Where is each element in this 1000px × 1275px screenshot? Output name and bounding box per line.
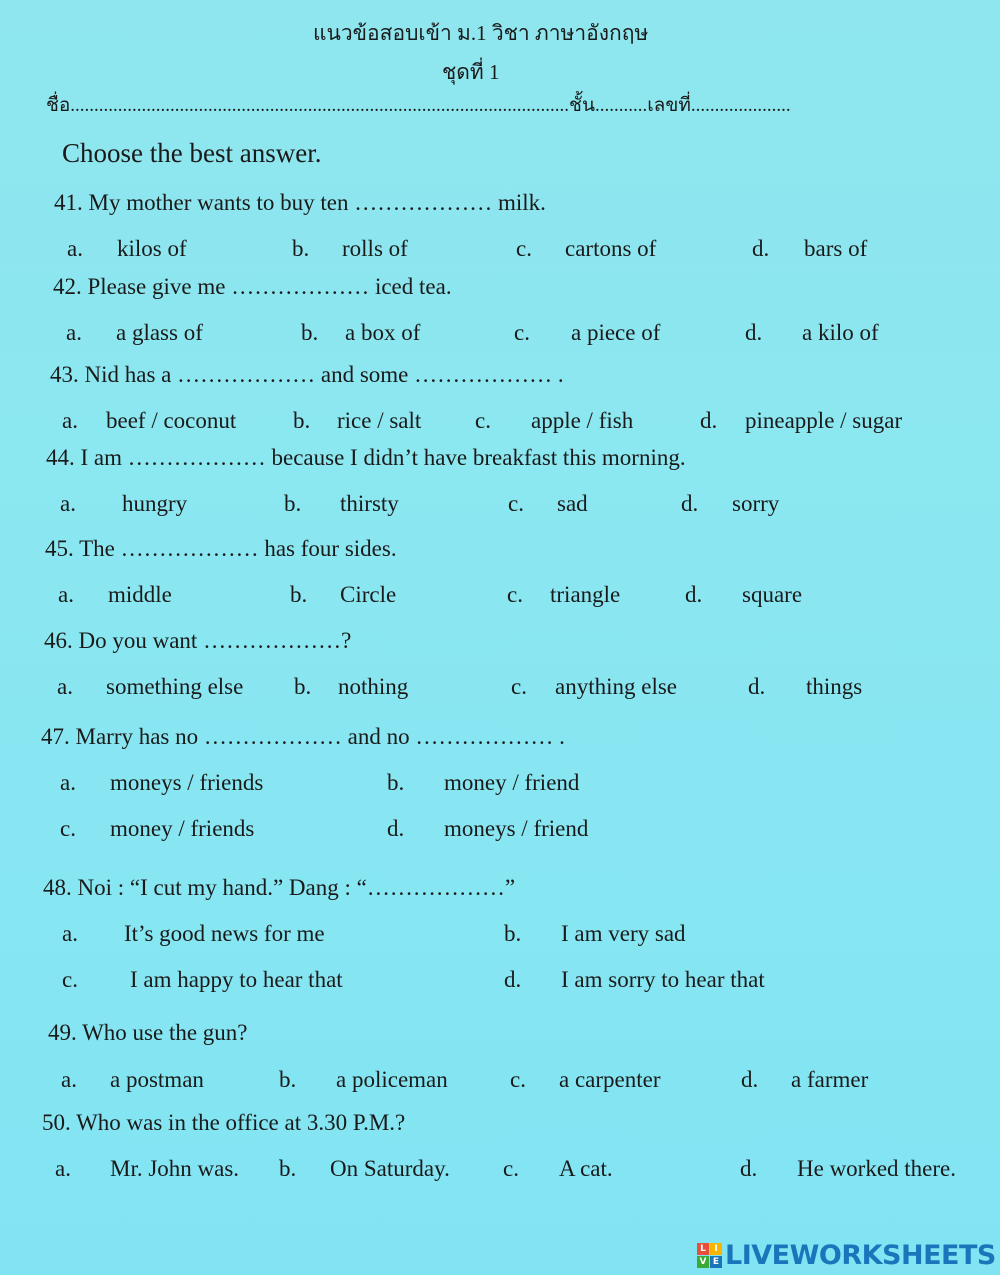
option-50d[interactable]: He worked there.	[797, 1156, 957, 1181]
option-letter: b.	[279, 1156, 297, 1181]
question-50: 50. Who was in the office at 3.30 P.M.?	[42, 1110, 406, 1135]
option-46a[interactable]: something else	[106, 674, 244, 699]
option-44a[interactable]: hungry	[122, 491, 188, 516]
question-45: 45. The ……………… has four sides.	[45, 536, 397, 561]
liveworksheets-logo[interactable]	[697, 1240, 996, 1271]
student-info-fields[interactable]: ชื่อ.........................................................................................................ชั้น...........เลขที่.....................	[46, 95, 791, 116]
liveworksheets-logo-icon	[697, 1243, 722, 1268]
option-45b[interactable]: Circle	[340, 582, 397, 607]
option-41b[interactable]: rolls of	[342, 236, 408, 261]
set-number: ชุดที่ 1	[442, 60, 500, 84]
option-46b[interactable]: nothing	[338, 674, 409, 699]
logo-square-i: I	[710, 1243, 722, 1255]
option-letter: d.	[748, 674, 766, 699]
option-42b[interactable]: a box of	[345, 320, 421, 345]
option-47c[interactable]: money / friends	[110, 816, 255, 841]
option-letter: d.	[741, 1067, 759, 1092]
option-letter: a.	[60, 491, 76, 516]
option-letter: a.	[61, 1067, 77, 1092]
option-42d[interactable]: a kilo of	[802, 320, 879, 345]
question-43: 43. Nid has a ……………… and some ……………… .	[50, 362, 564, 387]
option-letter: a.	[67, 236, 83, 261]
option-48d[interactable]: I am sorry to hear that	[561, 967, 765, 992]
option-letter: a.	[62, 408, 78, 433]
option-48a[interactable]: It’s good news for me	[124, 921, 325, 946]
option-50c[interactable]: A cat.	[559, 1156, 613, 1181]
question-44: 44. I am ……………… because I didn’t have breakfast this morning.	[46, 445, 686, 470]
option-49d[interactable]: a farmer	[791, 1067, 869, 1092]
instruction: Choose the best answer.	[62, 138, 322, 168]
liveworksheets-wordmark: LIVEWORKSHEETS	[725, 1240, 996, 1271]
option-letter: a.	[66, 320, 82, 345]
option-49a[interactable]: a postman	[110, 1067, 204, 1092]
option-49b[interactable]: a policeman	[336, 1067, 448, 1092]
option-letter: b.	[301, 320, 319, 345]
option-50b[interactable]: On Saturday.	[330, 1156, 450, 1181]
question-42: 42. Please give me ……………… iced tea.	[53, 274, 452, 299]
option-letter: c.	[516, 236, 532, 261]
option-letter: b.	[504, 921, 522, 946]
option-letter: c.	[60, 816, 76, 841]
option-letter: c.	[510, 1067, 526, 1092]
question-41: 41. My mother wants to buy ten ……………… milk.	[54, 190, 546, 215]
option-44c[interactable]: sad	[557, 491, 588, 516]
option-letter: c.	[62, 967, 78, 992]
option-letter: d.	[504, 967, 522, 992]
option-letter: b.	[284, 491, 302, 516]
option-letter: c.	[475, 408, 491, 433]
option-47b[interactable]: money / friend	[444, 770, 580, 795]
option-letter: a.	[57, 674, 73, 699]
option-50a[interactable]: Mr. John was.	[110, 1156, 240, 1181]
option-42a[interactable]: a glass of	[116, 320, 203, 345]
option-44d[interactable]: sorry	[732, 491, 780, 516]
option-44b[interactable]: thirsty	[340, 491, 399, 516]
option-letter: b.	[292, 236, 310, 261]
option-43d[interactable]: pineapple / sugar	[745, 408, 903, 433]
option-letter: b.	[279, 1067, 297, 1092]
option-41c[interactable]: cartons of	[565, 236, 657, 261]
logo-square-e: E	[710, 1256, 722, 1268]
option-43a[interactable]: beef / coconut	[106, 408, 237, 433]
option-46d[interactable]: things	[806, 674, 863, 699]
option-letter: a.	[58, 582, 74, 607]
option-47a[interactable]: moneys / friends	[110, 770, 264, 795]
option-letter: c.	[507, 582, 523, 607]
option-letter: b.	[387, 770, 405, 795]
option-letter: d.	[745, 320, 763, 345]
question-46: 46. Do you want ………………?	[44, 628, 352, 653]
option-45c[interactable]: triangle	[550, 582, 621, 607]
option-letter: d.	[685, 582, 703, 607]
option-49c[interactable]: a carpenter	[559, 1067, 661, 1092]
option-letter: b.	[293, 408, 311, 433]
option-47d[interactable]: moneys / friend	[444, 816, 589, 841]
option-46c[interactable]: anything else	[555, 674, 677, 699]
logo-square-v: V	[697, 1256, 709, 1268]
option-letter: d.	[740, 1156, 758, 1181]
option-letter: b.	[290, 582, 308, 607]
option-letter: c.	[503, 1156, 519, 1181]
option-letter: c.	[514, 320, 530, 345]
option-letter: c.	[511, 674, 527, 699]
option-43c[interactable]: apple / fish	[531, 408, 634, 433]
worksheet-title: แนวข้อสอบเข้า ม.1 วิชา ภาษาอังกฤษ	[313, 21, 649, 45]
option-letter: a.	[60, 770, 76, 795]
option-letter: a.	[62, 921, 78, 946]
question-48: 48. Noi : “I cut my hand.” Dang : “………………”	[43, 875, 516, 900]
option-41d[interactable]: bars of	[804, 236, 868, 261]
option-42c[interactable]: a piece of	[571, 320, 661, 345]
option-letter: d.	[387, 816, 405, 841]
option-letter: c.	[508, 491, 524, 516]
option-41a[interactable]: kilos of	[117, 236, 187, 261]
option-45a[interactable]: middle	[108, 582, 172, 607]
option-48c[interactable]: I am happy to hear that	[130, 967, 343, 992]
option-letter: a.	[55, 1156, 71, 1181]
option-letter: d.	[700, 408, 718, 433]
question-49: 49. Who use the gun?	[48, 1020, 248, 1045]
option-letter: d.	[752, 236, 770, 261]
option-48b[interactable]: I am very sad	[561, 921, 686, 946]
logo-square-l: L	[697, 1243, 709, 1255]
option-letter: b.	[294, 674, 312, 699]
option-45d[interactable]: square	[742, 582, 803, 607]
question-47: 47. Marry has no ……………… and no ……………… .	[41, 724, 565, 749]
option-43b[interactable]: rice / salt	[337, 408, 422, 433]
option-letter: d.	[681, 491, 699, 516]
